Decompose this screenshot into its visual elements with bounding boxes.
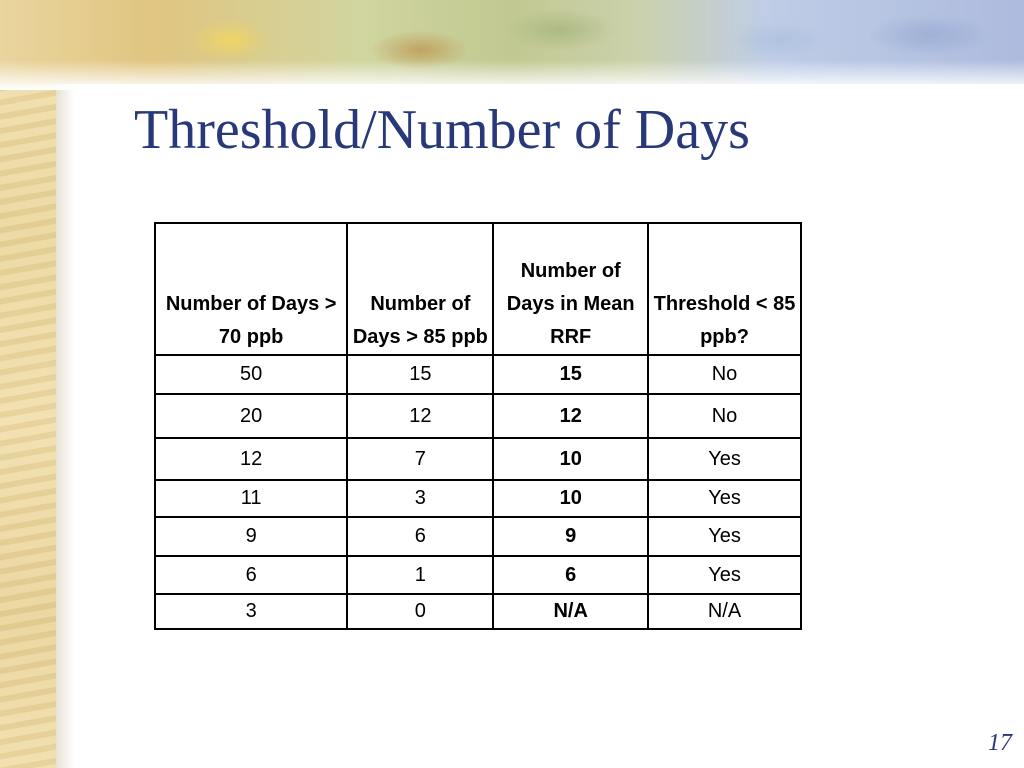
table-header-row: [155, 223, 801, 355]
cell-days-mean-rrf: 15: [493, 355, 648, 394]
cell-days-70: 6: [155, 556, 347, 594]
threshold-table: [154, 222, 802, 630]
cell-days-70: 9: [155, 517, 347, 556]
table-row: [155, 355, 801, 394]
left-parchment-strip: [0, 0, 56, 768]
cell-days-mean-rrf: N/A: [493, 594, 648, 629]
cell-days-mean-rrf: 12: [493, 394, 648, 438]
cell-days-85: 0: [347, 594, 493, 629]
header-days-over-85: [347, 223, 493, 355]
cell-threshold: No: [648, 394, 801, 438]
cell-days-70: 3: [155, 594, 347, 629]
cell-threshold: Yes: [648, 480, 801, 517]
cell-threshold: No: [648, 355, 801, 394]
cell-days-85: 3: [347, 480, 493, 517]
table-row: [155, 517, 801, 556]
slide-title: Threshold/Number of Days: [134, 99, 750, 161]
cell-days-mean-rrf: 9: [493, 517, 648, 556]
header-threshold: [648, 223, 801, 355]
cell-days-70: 12: [155, 438, 347, 480]
cell-threshold: N/A: [648, 594, 801, 629]
table-row: [155, 480, 801, 517]
cell-days-mean-rrf: 10: [493, 480, 648, 517]
header-days-over-70-label: Number of Days > 70 ppb: [165, 293, 337, 348]
page-number: 17: [988, 730, 1012, 756]
cell-days-85: 12: [347, 394, 493, 438]
cell-days-85: 7: [347, 438, 493, 480]
cell-days-85: 6: [347, 517, 493, 556]
header-days-in-mean-rrf-label: Number of Days in Mean RRF: [506, 260, 635, 348]
top-banner: [0, 0, 1024, 86]
cell-days-70: 20: [155, 394, 347, 438]
header-threshold-label: Threshold < 85 ppb?: [653, 293, 796, 348]
cell-threshold: Yes: [648, 556, 801, 594]
cell-days-mean-rrf: 10: [493, 438, 648, 480]
left-strip-shadow: [56, 0, 74, 768]
cell-days-70: 50: [155, 355, 347, 394]
header-days-in-mean-rrf: [493, 223, 648, 355]
table-row: [155, 594, 801, 629]
cell-threshold: Yes: [648, 517, 801, 556]
cell-days-85: 15: [347, 355, 493, 394]
header-days-over-70: [155, 223, 347, 355]
cell-threshold: Yes: [648, 438, 801, 480]
cell-days-85: 1: [347, 556, 493, 594]
banner-fade: [0, 60, 1024, 90]
cell-days-mean-rrf: 6: [493, 556, 648, 594]
table-row: [155, 438, 801, 480]
header-days-over-85-label: Number of Days > 85 ppb: [352, 293, 488, 348]
cell-days-70: 11: [155, 480, 347, 517]
table-row: [155, 556, 801, 594]
table-row: [155, 394, 801, 438]
